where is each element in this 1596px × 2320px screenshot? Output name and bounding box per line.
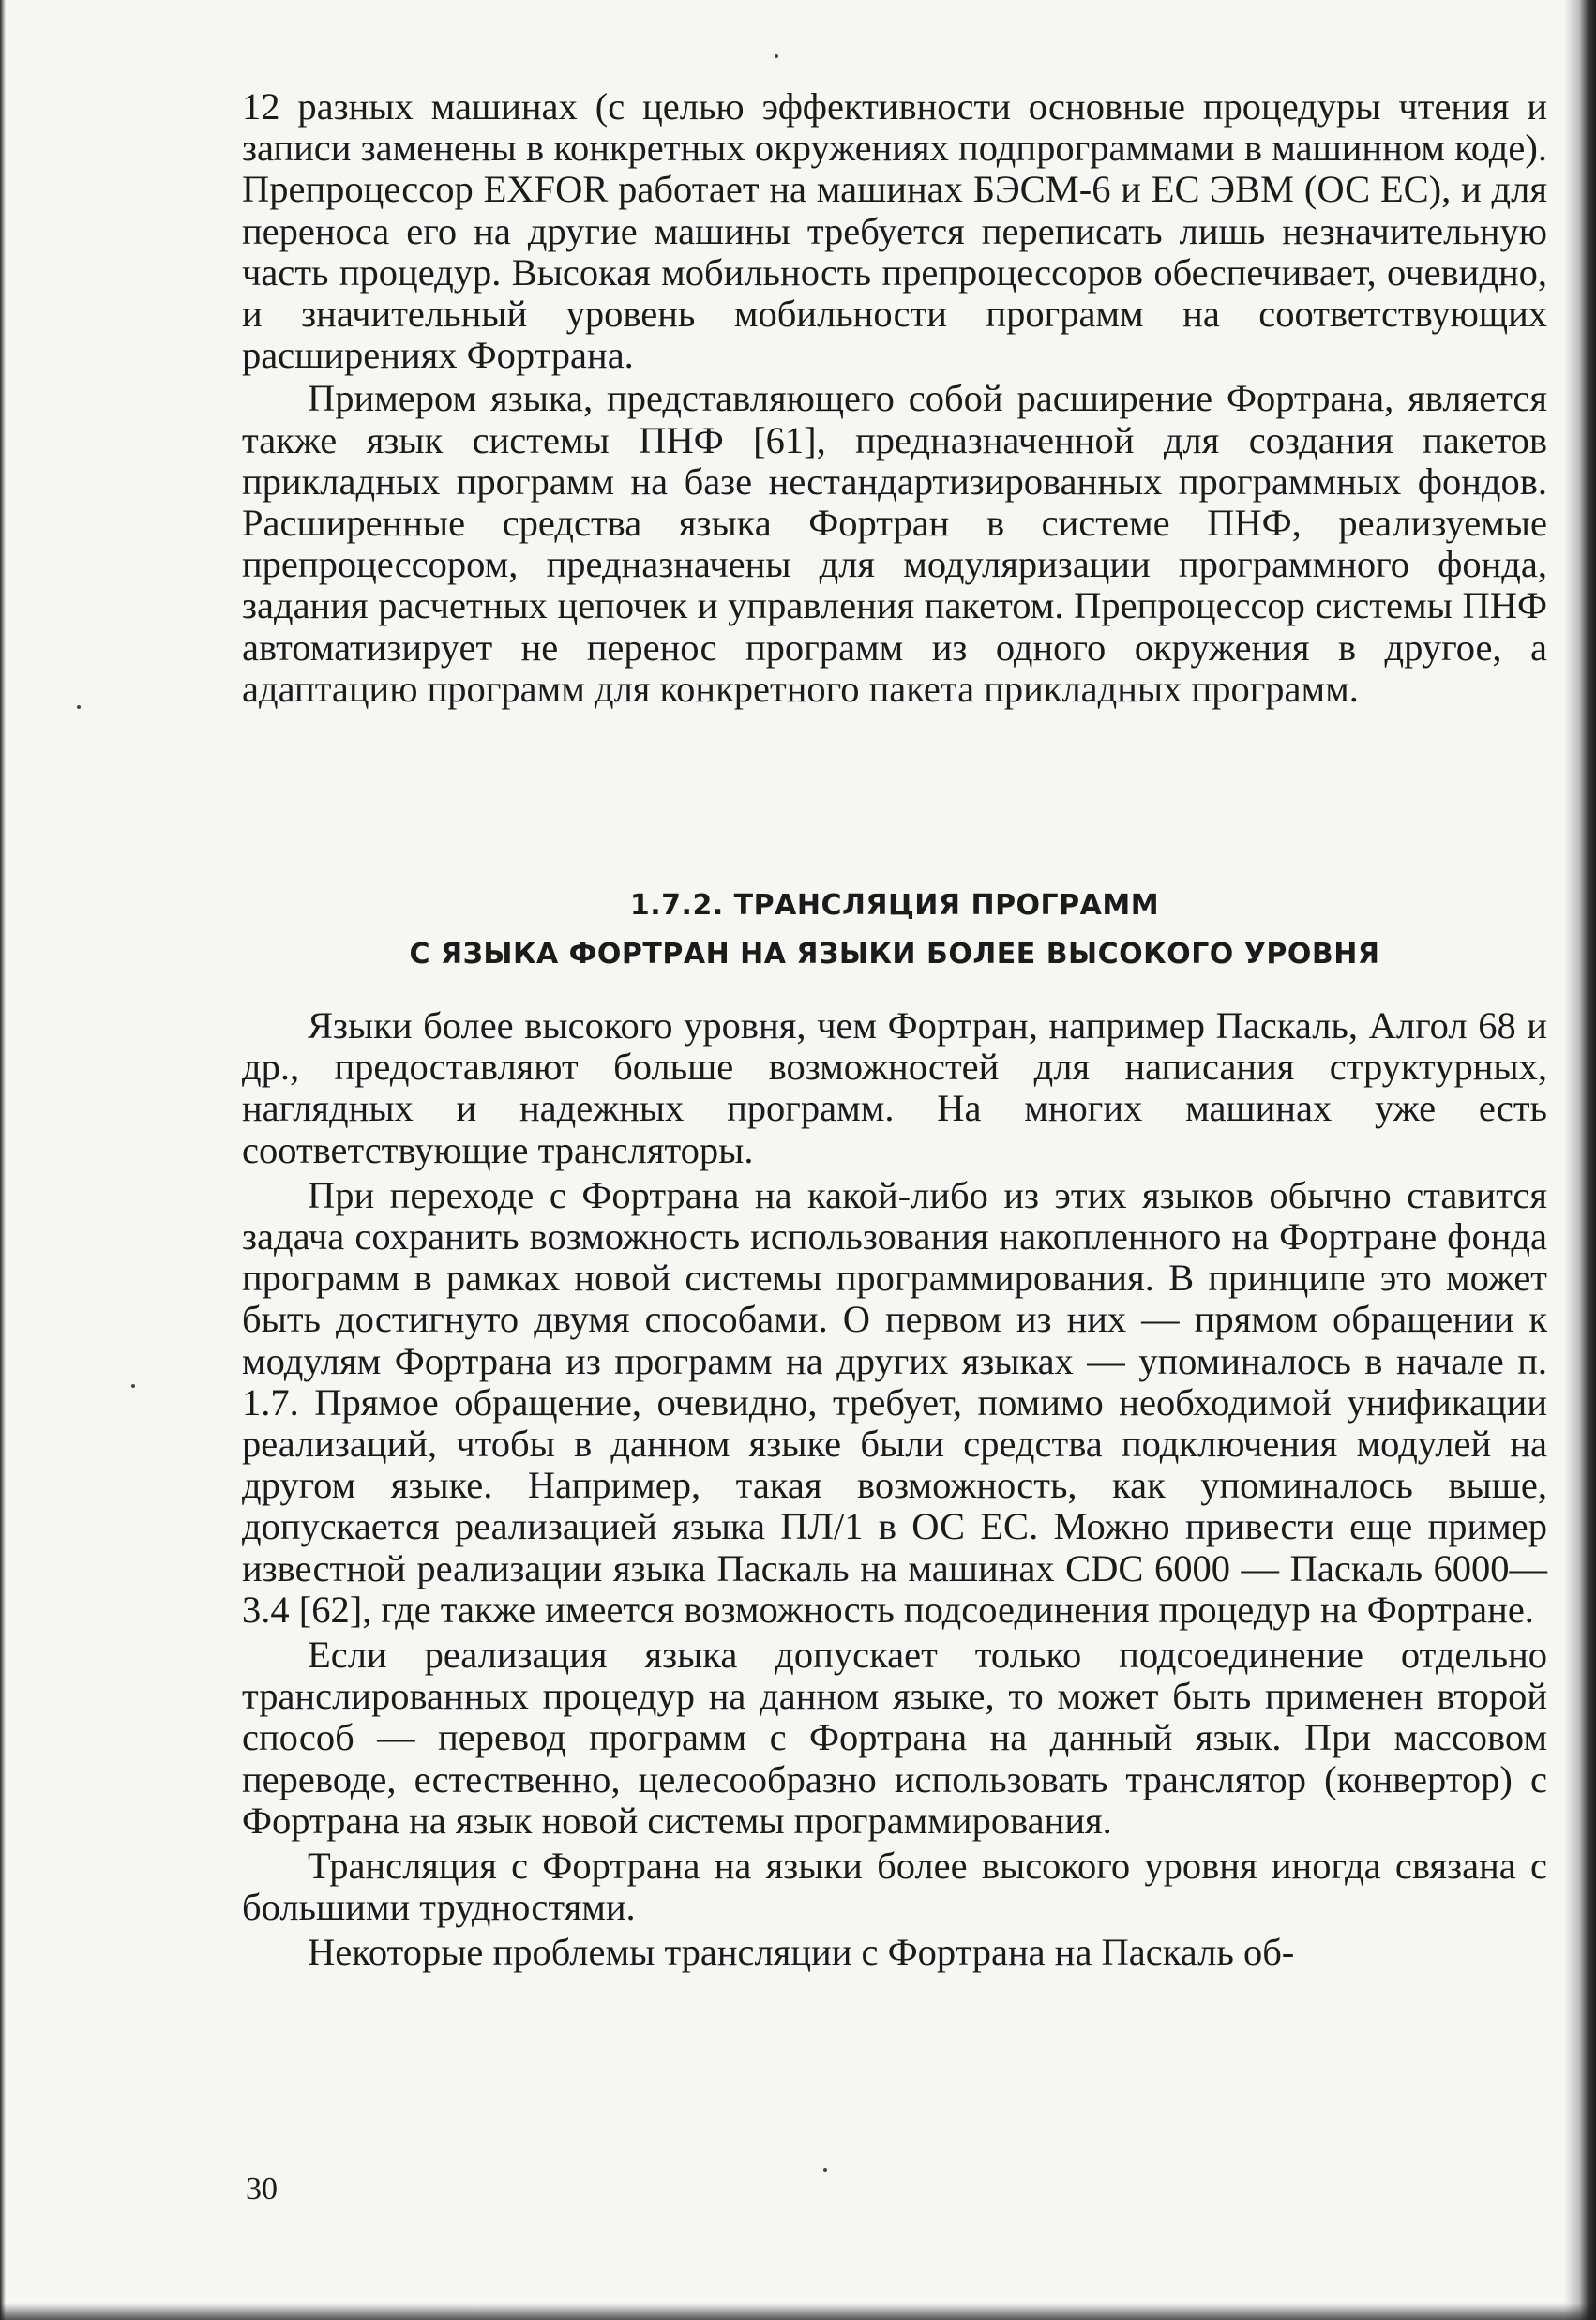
section-heading-line-1: 1.7.2. ТРАНСЛЯЦИЯ ПРОГРАММ xyxy=(629,889,1160,922)
page-number: 30 xyxy=(246,2172,278,2207)
upper-text-block xyxy=(242,86,1547,710)
scan-right-edge xyxy=(1564,0,1596,2320)
paragraph-higher-level-languages: Языки более высокого уровня, чем Фортран, например Паскаль, Алгол 68 и др., предоставляют больше возможностей для написания структурных, наглядных и надежных программ. На многих машинах уже есть соответствующие трансляторы. xyxy=(242,1004,1547,1171)
paragraph-pnf-system: Примером языка, представляющего собой расширение Фортрана, является также язык системы ПНФ [61], предназначенной для создания пакетов прикладных программ на базе нестандартизированных программных фондов. Расширенные средства языка Фортран в системе ПНФ, реализуемые препроцессором, предназначены для модуляризации программного фонда, задания расчетных цепочек и управления пакетом. Препроцессор системы ПНФ автоматизирует не перенос программ из одного окружения в другое, а адаптацию программ для конкретного пакета прикладных программ. xyxy=(242,377,1547,710)
section-body xyxy=(242,1005,1547,1978)
paragraph-transition: При переходе с Фортрана на какой-либо из этих языков обычно ставится задача сохранить возможность использования накопленного на Фортране фонда программ в рамках новой системы программирования. В принципе это может быть достигнуто двумя способами. О первом из них — прямом обращении к модулям Фортрана из программ на других языках — упоминалось в начале п. 1.7. Прямое обращение, очевидно, требует, помимо необходимой унификации реализаций, чтобы в данном языке были средства подключения модулей на другом языке. Например, такая возможность, как упоминалось выше, допускается реализацией языка ПЛ/1 в ОС ЕС. Можно привести еще пример известной реализации языка Паскаль на машинах CDC 6000 — Паскаль 6000—3.4 [62], где также имеется возможность подсоединения процедур на Фортране. xyxy=(242,1173,1547,1631)
scan-left-edge xyxy=(0,0,6,2320)
scan-speck xyxy=(77,705,81,709)
scan-bottom-edge xyxy=(0,2303,1596,2320)
section-heading-line-2: С ЯЗЫКА ФОРТРАН НА ЯЗЫКИ БОЛЕЕ ВЫСОКОГО УРОВНЯ xyxy=(409,938,1380,971)
intro-paragraph: 12 разных машинах (с целью эффективности основные процедуры чтения и записи заменены в конкретных окружениях подпрограммами в машинном коде). Препроцессор EXFOR работает на машинах БЭСМ-6 и ЕС ЭВМ (ОС ЕС), и для переноса его на другие машины требуется переписать лишь незначительную часть процедур. Высокая мобильность препроцессоров обеспечивает, очевидно, и значительный уровень мобильности программ на соответствующих расширениях Фортрана. xyxy=(242,85,1547,377)
paragraph-second-method: Если реализация языка допускает только подсоединение отдельно транслированных процедур на данном языке, то может быть применен второй способ — перевод программ с Фортрана на данный язык. При массовом переводе, естественно, целесообразно использовать транслятор (конвертор) с Фортрана на язык новой системы программирования. xyxy=(242,1634,1547,1842)
scan-speck xyxy=(823,2168,827,2172)
scan-speck xyxy=(775,54,778,58)
scan-speck xyxy=(131,1384,135,1388)
paragraph-pascal-problems: Некоторые проблемы трансляции с Фортрана на Паскаль об- xyxy=(308,1931,1295,1974)
paragraph-difficulties: Трансляция с Фортрана на языки более высокого уровня иногда связана с большими трудностями. xyxy=(242,1845,1547,1929)
